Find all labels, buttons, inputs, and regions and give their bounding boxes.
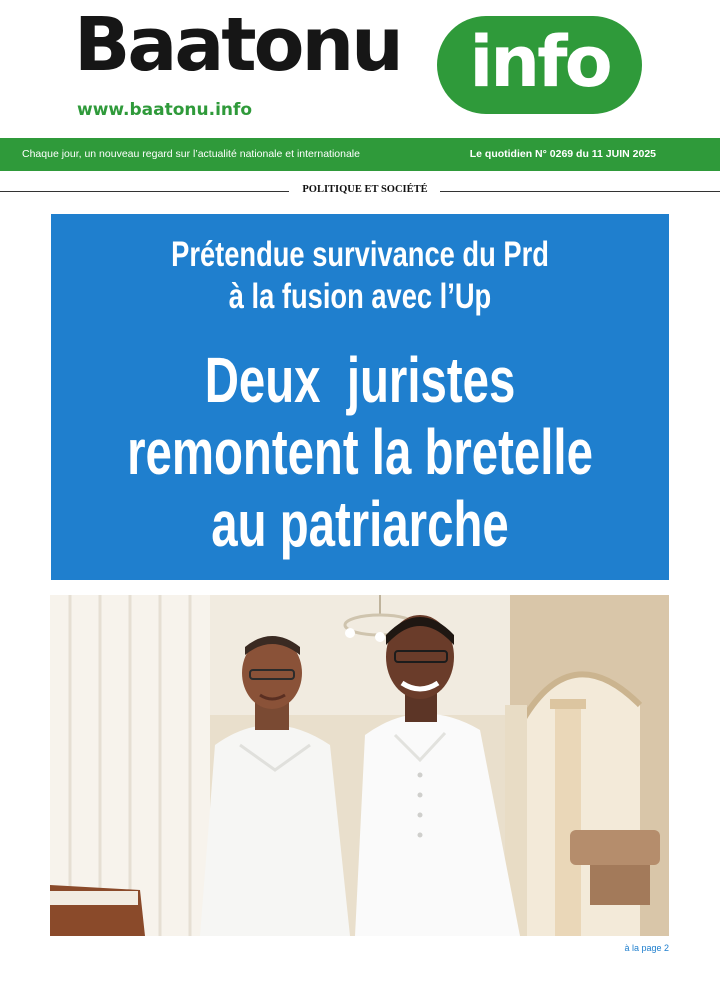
headline-kicker [119, 234, 601, 318]
tagline-text: Chaque jour, un nouveau regard sur l’actualité nationale et internationale [22, 148, 360, 160]
divider-left [0, 191, 289, 192]
title-line: au patriarche [211, 488, 509, 560]
headline-box [51, 214, 669, 580]
section-rubric: POLITIQUE ET SOCIÉTÉ [302, 184, 428, 195]
divider-right [440, 191, 720, 192]
headline-title [87, 344, 633, 560]
title-line: Deux juristes [204, 344, 516, 416]
cover-photo [50, 595, 669, 936]
page-reference: à la page 2 [624, 943, 669, 953]
tagline-bar [0, 138, 720, 171]
kicker-line: à la fusion avec l’Up [228, 277, 492, 316]
brand-logo-word: Baatonu [74, 2, 401, 88]
kicker-line: Prétendue survivance du Prd [171, 235, 549, 274]
cover-photo-illustration [50, 595, 669, 936]
issue-info: Le quotidien N° 0269 du 11 JUIN 2025 [469, 148, 656, 160]
brand-logo-pill [437, 16, 642, 114]
section-rubric-row [0, 182, 720, 200]
site-url-link[interactable]: www.baatonu.info [77, 100, 253, 120]
brand-logo-pill-text: info [469, 21, 610, 103]
title-line: remontent la bretelle [127, 416, 593, 488]
masthead [0, 0, 720, 136]
